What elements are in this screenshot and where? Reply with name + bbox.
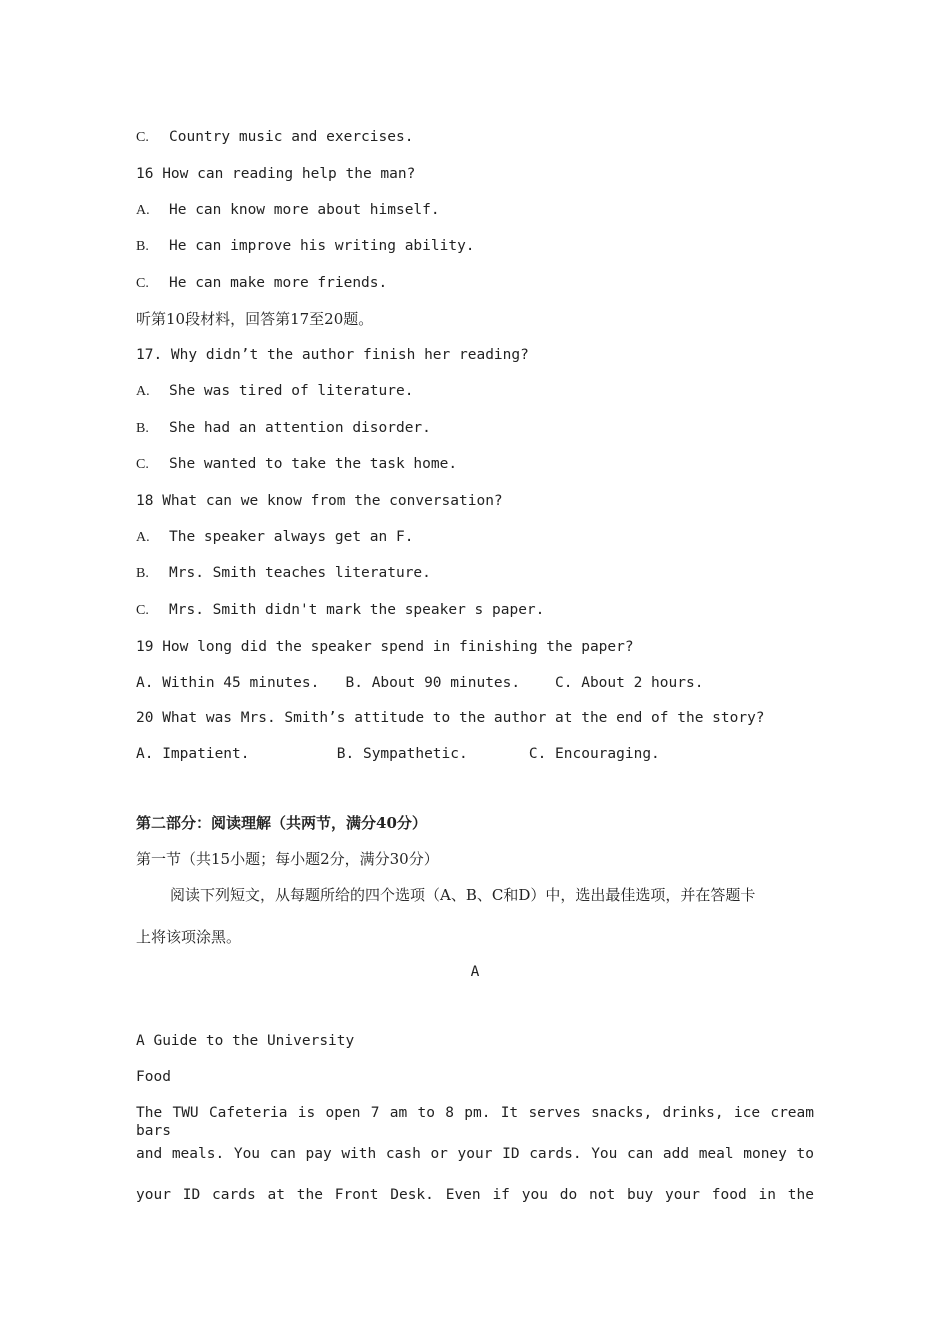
q16-question: 16 How can reading help the man? xyxy=(136,166,416,182)
q15-option-c: C. Country music and exercises. xyxy=(136,129,414,145)
q16-option-c: C. He can make more friends. xyxy=(136,275,388,291)
part2-section1: 第一节（共15小题；每小题2分，满分30分） xyxy=(136,850,439,868)
part2-instruction-line1: 阅读下列短文，从每题所给的四个选项（A、B、C和D）中，选出最佳选项，并在答题卡 xyxy=(170,886,756,904)
q17-option-b: B. She had an attention disorder. xyxy=(136,420,431,436)
part2-instruction-line2: 上将该项涂黑。 xyxy=(136,928,242,946)
q18-option-a: A. The speaker always get an F. xyxy=(136,529,414,545)
q19-question: 19 How long did the speaker spend in finishing the paper? xyxy=(136,639,634,655)
q16-option-a: A. He can know more about himself. xyxy=(136,202,440,218)
q20-question: 20 What was Mrs. Smith’s attitude to the author at the end of the story? xyxy=(136,710,765,726)
q20-options: A. Impatient. B. Sympathetic. C. Encouraging. xyxy=(136,746,660,762)
q18-option-b: B. Mrs. Smith teaches literature. xyxy=(136,565,431,581)
passage-line-1: The TWU Cafeteria is open 7 am to 8 pm. It serves snacks, drinks, ice cream bars xyxy=(136,1105,814,1139)
q18-option-c: C. Mrs. Smith didn't mark the speaker s paper. xyxy=(136,602,545,618)
part2-heading: 第二部分：阅读理解（共两节，满分40分） xyxy=(136,814,427,832)
passage-subheading: Food xyxy=(136,1069,171,1085)
passage-title: A Guide to the University xyxy=(136,1033,355,1049)
passage-label: A xyxy=(470,964,480,980)
q17-option-a: A. She was tired of literature. xyxy=(136,383,414,399)
q17-question: 17. Why didn’t the author finish her reading? xyxy=(136,347,529,363)
q18-question: 18 What can we know from the conversation? xyxy=(136,493,503,509)
q17-option-c: C. She wanted to take the task home. xyxy=(136,456,458,472)
q16-option-b: B. He can improve his writing ability. xyxy=(136,238,475,254)
section10-instruction: 听第10段材料，回答第17至20题。 xyxy=(136,310,374,328)
passage-line-3: your ID cards at the Front Desk. Even if you do not buy your food in the xyxy=(136,1187,814,1203)
q19-options: A. Within 45 minutes. B. About 90 minutes. C. About 2 hours. xyxy=(136,675,704,691)
passage-line-2: and meals. You can pay with cash or your ID cards. You can add meal money to xyxy=(136,1146,814,1162)
